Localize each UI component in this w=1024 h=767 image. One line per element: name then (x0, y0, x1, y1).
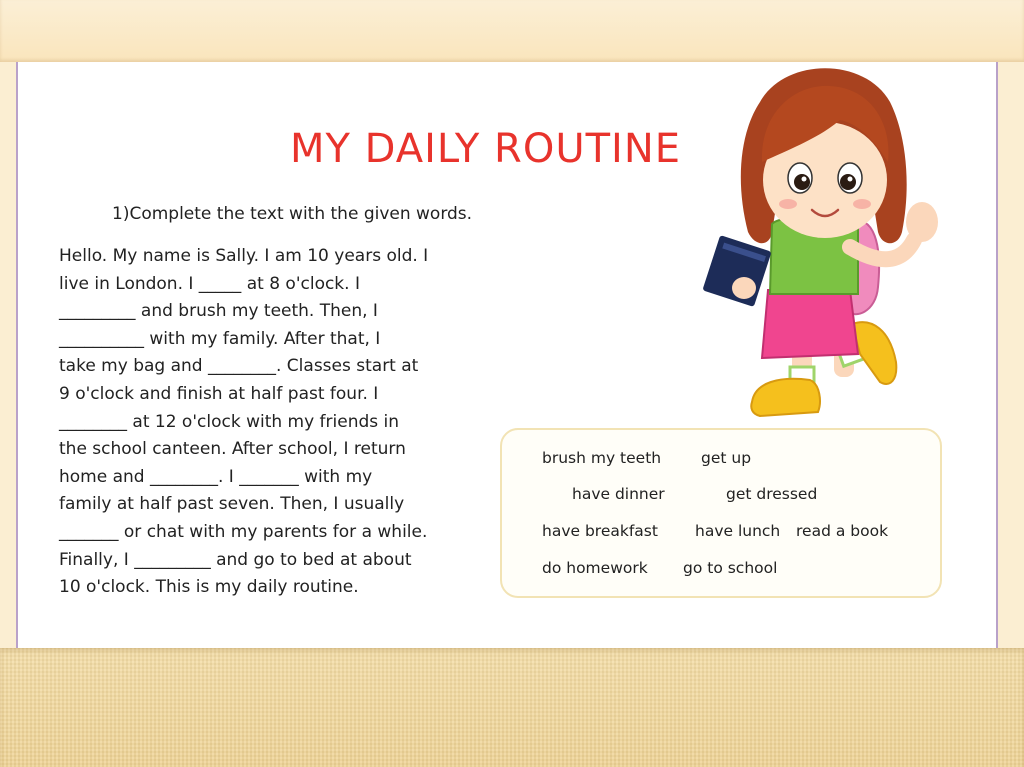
passage-line: 9 o'clock and finish at half past four. I (59, 383, 379, 404)
word-bank-item: go to school (683, 559, 778, 577)
schoolgirl-illustration (700, 62, 950, 432)
word-bank-item: have breakfast (542, 522, 658, 540)
fill-in-passage (59, 243, 489, 602)
top-decorative-band (0, 0, 1024, 62)
word-bank-item: have dinner (572, 485, 665, 503)
passage-line: _______ or chat with my parents for a while. (59, 521, 428, 542)
word-bank-item: read a book (796, 522, 889, 540)
passage-line: Hello. My name is Sally. I am 10 years old. I (59, 246, 429, 266)
worksheet-title: MY DAILY ROUTINE (290, 126, 682, 172)
passage-line: __________ with my family. After that, I (59, 328, 381, 349)
word-bank-box (500, 428, 942, 598)
exercise-instruction: 1)Complete the text with the given words. (112, 204, 473, 224)
word-bank-item: brush my teeth (542, 449, 662, 467)
passage-line: home and ________. I _______ with my (59, 466, 373, 487)
bottom-decorative-band (0, 648, 1024, 767)
word-bank-item: get dressed (726, 485, 818, 503)
passage-line: Finally, I _________ and go to bed at about (59, 549, 412, 570)
word-bank-item: do homework (542, 559, 648, 577)
passage-line: _________ and brush my teeth. Then, I (59, 301, 378, 322)
passage-line: family at half past seven. Then, I usually (59, 494, 405, 515)
word-bank-item: get up (701, 449, 752, 467)
passage-line: 10 o'clock. This is my daily routine. (59, 577, 359, 598)
passage-line: live in London. I _____ at 8 o'clock. I (59, 273, 360, 294)
passage-line: ________ at 12 o'clock with my friends in (59, 411, 400, 432)
word-bank-item: have lunch (695, 522, 781, 540)
passage-line: the school canteen. After school, I return (59, 439, 406, 460)
passage-line: take my bag and ________. Classes start at (59, 356, 419, 377)
